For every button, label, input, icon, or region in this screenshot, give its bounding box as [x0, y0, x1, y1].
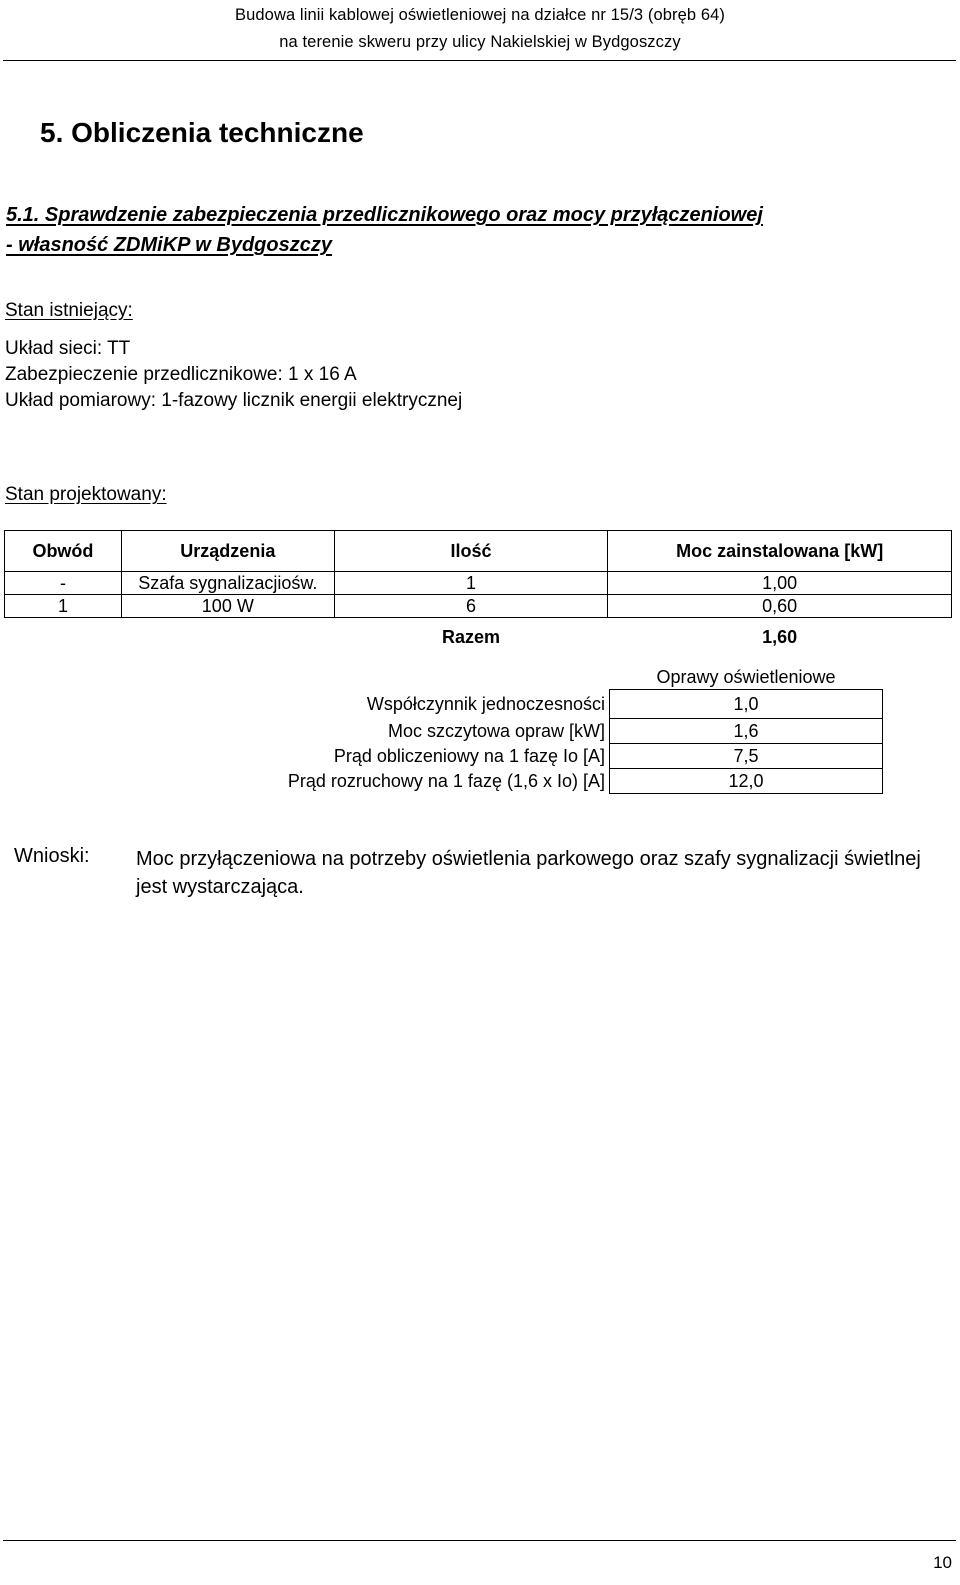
calc-row — [200, 690, 883, 719]
calculation-table — [200, 665, 883, 794]
conclusions-text: Moc przyłączeniowa na potrzeby oświetlenia parkowego oraz szafy sygnalizacji świetlnej jest wystarczająca. — [136, 848, 921, 898]
existing-line-network: Układ sieci: TT — [5, 338, 131, 359]
existing-line-protection: Zabezpieczenie przedlicznikowe: 1 x 16 A — [5, 364, 357, 385]
designed-state-heading: Stan projektowany: — [5, 484, 167, 505]
total-value: 1,60 — [762, 627, 798, 647]
cell-devices: Szafa sygnalizacjiośw. — [121, 572, 334, 595]
designed-load-table — [4, 530, 952, 656]
cell-quantity: 1 — [334, 572, 608, 595]
page-header — [0, 0, 960, 60]
calc-header-row — [200, 665, 883, 690]
conclusions-label: Wnioski: — [14, 845, 90, 867]
calc-value: 12,0 — [610, 769, 883, 794]
existing-state-heading: Stan istniejący: — [5, 300, 133, 321]
total-label: Razem — [442, 627, 501, 647]
cell-power: 1,00 — [608, 572, 952, 595]
existing-line-metering: Układ pomiarowy: 1-fazowy licznik energii elektrycznej — [5, 390, 463, 411]
subsection-title-line-2: - własność ZDMiKP w Bydgoszczy — [6, 234, 332, 256]
section-title: 5. Obliczenia techniczne — [40, 117, 364, 148]
calc-value: 1,0 — [610, 690, 883, 719]
calc-value: 7,5 — [610, 744, 883, 769]
calc-row — [200, 744, 883, 769]
table-total-row — [5, 618, 952, 657]
calc-row — [200, 719, 883, 744]
table-row — [5, 595, 952, 618]
col-header-circuit: Obwód — [5, 531, 122, 572]
table-row — [5, 572, 952, 595]
calc-label: Prąd obliczeniowy na 1 fazę Io [A] — [333, 746, 605, 766]
footer-divider — [3, 1540, 956, 1541]
table-header-row — [5, 531, 952, 572]
cell-power: 0,60 — [608, 595, 952, 618]
subsection-title-line-1: 5.1. Sprawdzenie zabezpieczenia przedlicznikowego oraz mocy przyłączeniowej — [6, 204, 763, 226]
cell-circuit: - — [5, 572, 122, 595]
col-header-quantity: Ilość — [334, 531, 608, 572]
header-title-line-1: Budowa linii kablowej oświetleniowej na działce nr 15/3 (obręb 64) — [235, 6, 725, 24]
calc-row — [200, 769, 883, 794]
calc-label: Prąd rozruchowy na 1 fazę (1,6 x Io) [A] — [287, 771, 605, 791]
col-header-devices: Urządzenia — [121, 531, 334, 572]
header-divider — [3, 60, 956, 61]
page-number: 10 — [933, 1553, 952, 1572]
col-header-installed-power: Moc zainstalowana [kW] — [608, 531, 952, 572]
calc-column-header: Oprawy oświetleniowe — [656, 667, 836, 687]
header-title-line-2: na terenie skweru przy ulicy Nakielskiej w Bydgoszczy — [279, 33, 681, 51]
calc-label: Współczynnik jednoczesności — [366, 694, 605, 714]
cell-quantity: 6 — [334, 595, 608, 618]
calc-label: Moc szczytowa opraw [kW] — [387, 721, 605, 741]
cell-circuit: 1 — [5, 595, 122, 618]
cell-devices: 100 W — [121, 595, 334, 618]
calc-value: 1,6 — [610, 719, 883, 744]
